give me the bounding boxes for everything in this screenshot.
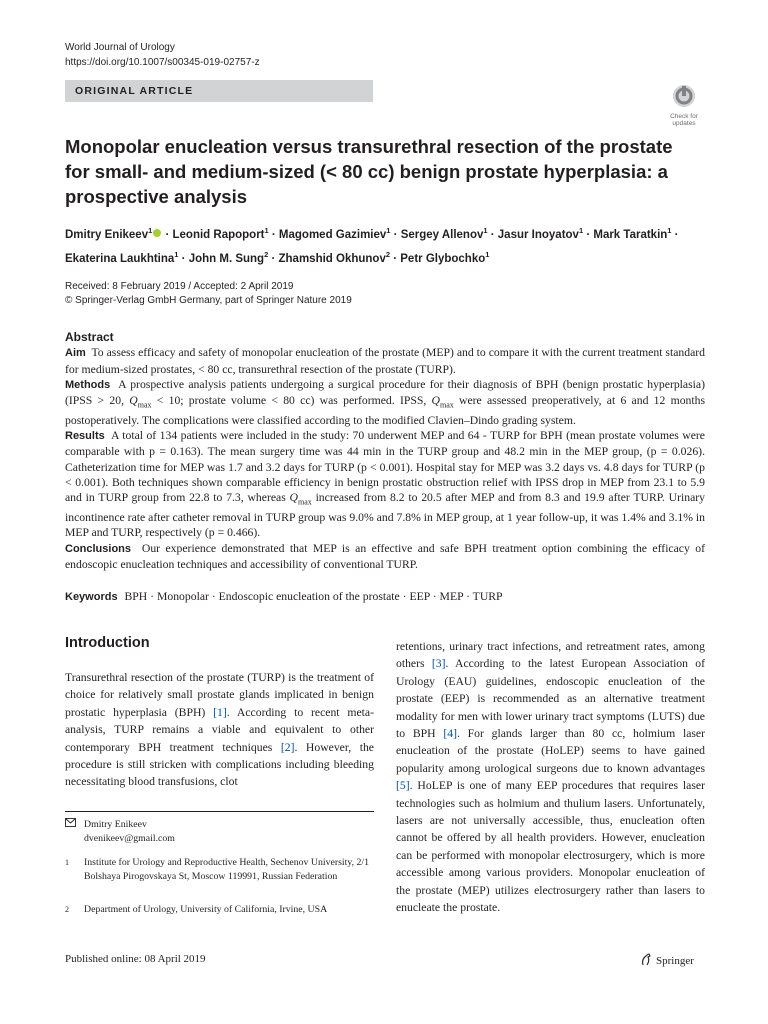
intro-text: . According to recent meta-analysis, TURP remains a viable and equivalent to other contemporary BPH treatment techniques <box>65 705 374 754</box>
q-subscript: max <box>298 497 312 507</box>
received-accepted: Received: 8 February 2019 / Accepted: 2 April 2019 <box>65 281 294 292</box>
article-title: Monopolar enucleation versus transurethral resection of the prostate for small- and medium-sized (< 80 cc) benign prostate hyperplasia: a prospective analysis <box>65 136 673 207</box>
results-label: Results <box>65 430 105 443</box>
article-type-banner: ORIGINAL ARTICLE <box>65 80 373 102</box>
affiliation-text: Institute for Urology and Reproductive Health, Sechenov University, 2/1 Bolshaya Pirogovskaya St, Moscow 119991, Russian Federation <box>84 857 370 882</box>
author-affiliation-mark: 1 <box>386 226 391 235</box>
introduction-heading: Introduction <box>65 635 150 651</box>
envelope-icon <box>65 818 76 832</box>
intro-text: . However, the procedure is still stricken with complications including bleeding necessitating blood transfusions, clot <box>65 740 374 789</box>
author-name[interactable]: Zhamshid Okhunov <box>278 252 386 265</box>
publisher-name: Springer <box>656 955 694 967</box>
aim-text: To assess efficacy and safety of monopolar enucleation of the prostate (MEP) and to compare it with the current treatment standard for medium-sized prostates, < 80 cc, transurethral resection of the prostate (TURP). <box>65 346 705 376</box>
affiliation-text: Department of Urology, University of California, Irvine, USA <box>84 904 328 915</box>
author-affiliation-mark: 2 <box>385 249 391 259</box>
journal-name: World Journal of Urology <box>65 42 175 53</box>
affiliation-2 <box>65 903 374 917</box>
abstract <box>65 330 705 572</box>
abstract-methods <box>65 377 705 428</box>
intro-text: retentions, urinary tract infections, and retreatment rates, among others <box>396 640 705 671</box>
methods-label: Methods <box>65 378 111 391</box>
orcid-icon[interactable] <box>153 229 161 237</box>
intro-text: . For glands larger than 80 cc, holmium laser enucleation of the prostate (HoLEP) seems to have gained popularity among urological surgeons due to known advantages <box>396 727 706 775</box>
author-name[interactable]: Mark Taratkin <box>593 228 668 241</box>
corresponding-author <box>65 818 374 845</box>
contact-name: Dmitry Enikeev <box>84 819 147 830</box>
q-subscript: max <box>439 400 454 410</box>
author-affiliation-mark: 1 <box>667 226 672 235</box>
author-name[interactable]: Sergey Allenov <box>400 228 484 241</box>
abstract-conclusions <box>65 541 705 573</box>
journal-info <box>65 40 260 70</box>
author-name[interactable]: Magomed Gazimiev <box>278 228 387 241</box>
check-updates-line1: Check for <box>670 113 698 120</box>
author-affiliation-mark: 1 <box>483 226 488 235</box>
abstract-heading: Abstract <box>65 330 114 344</box>
intro-text: . HoLEP is one of many EEP procedures that requires laser technologies such as holmium and thulium lasers. Unfortunately, lasers are not universally accessible, thus, enucleation often cannot be offered by all health providers. However, enucleation can be performed with monopolar electrosurgery, which is more accessible among various providers. Monopolar enucleation of the prostate (MEP) utilizes electrosurgery rather than lasers to enucleate the prostate. <box>396 779 705 915</box>
citation-link[interactable]: [2] <box>280 740 295 754</box>
author-name[interactable]: Ekaterina Laukhtina <box>65 252 175 265</box>
author-list: Dmitry Enikeev$^1$ · Leonid Rapoport$^1$ · Magomed Gazimiev$^1$ · Sergey Allenov$^1$ · Jasur Inoyatov$^1$ · Mark Taratkin$^1$ · Ekaterina Laukhtina$^1$ · John M. Sung$^2$ · Zhamshid Okhunov$^2$ · Petr Glybochko$^1$ <box>65 226 679 265</box>
publisher-logo <box>640 953 694 967</box>
author-affiliation-mark: 2 <box>264 249 269 259</box>
keywords-label: Keywords <box>65 591 118 603</box>
affiliation-1 <box>65 856 374 883</box>
citation-link[interactable]: [4] <box>443 727 457 741</box>
keywords-text: BPH · Monopolar · Endoscopic enucleation of the prostate · EEP · MEP · TURP <box>124 590 503 603</box>
affiliation-mark: 2 <box>65 905 69 914</box>
author-affiliation-mark: 1 <box>148 226 153 235</box>
copyright-line: © Springer-Verlag GmbH Germany, part of Springer Nature 2019 <box>65 295 352 306</box>
check-for-updates-badge[interactable] <box>662 84 706 127</box>
results-text-1: A total of 134 patients were included in the study: 70 underwent MEP and 64 - TURP for BPH (mean prostate volumes were comparable with p = 0.163). The mean surgery time was 44 min in the TURP group and 48.2 min in the MEP group, (p = 0.026). Catheterization time for MEP was 1.7 and 3.2 days for TURP (p < 0.001). Hospital stay for MEP was 3.2 days vs. 4.8 days for TURP (p < 0.001). Both techniques shown comparable efficiency in benign prostatic obstruction relief with IPSS drop in MEP from 23.1 to 5.9 and in TURP group from 22.8 to 7.3, whereas <box>65 429 705 505</box>
conclusions-label: Conclusions <box>65 542 132 555</box>
doi-link[interactable]: https://doi.org/10.1007/s00345-019-02757-z <box>65 57 260 68</box>
author-name[interactable]: Petr Glybochko <box>400 252 486 265</box>
author-affiliation-mark: 1 <box>174 249 179 259</box>
citation-link[interactable]: [3] <box>431 657 446 671</box>
citation-link[interactable]: [1] <box>213 705 227 719</box>
footnote-divider <box>65 811 374 812</box>
keywords <box>65 589 705 605</box>
author-name[interactable]: Dmitry Enikeev <box>65 228 149 241</box>
q-subscript: max <box>137 400 152 410</box>
author-affiliation-mark: 1 <box>485 249 490 259</box>
author-name[interactable]: John M. Sung <box>188 252 265 265</box>
author-name[interactable]: Leonid Rapoport <box>172 228 265 241</box>
abstract-results <box>65 428 705 540</box>
results-text-2: increased from 8.2 to 20.5 after MEP and from 8.3 and 19.9 after TURP. Urinary incontinence rate after catheter removal in TURP group was 9.0% and 7.8% in MEP group, at 1 year follow-up, it was 1.4% and 3.1% in MEP and TURP, respectively (p = 0.466). <box>65 491 706 540</box>
author-affiliation-mark: 1 <box>264 226 269 235</box>
methods-text-2: < 10; prostate volume < 80 cc) was performed. IPSS, <box>156 394 427 408</box>
q-symbol: Q <box>129 394 138 408</box>
article-dates <box>65 280 352 308</box>
check-updates-line2: updates <box>672 120 696 127</box>
contact-email[interactable]: dvenikeev@gmail.com <box>84 832 175 844</box>
check-updates-icon <box>672 84 696 108</box>
intro-text: . According to the latest European Association of Urology (EAU) guidelines, endoscopic enucleation of the prostate (EEP) is recommended as an alternative treatment modality for men with lower urinary tract symptoms (LUTS) due to BPH <box>396 657 705 741</box>
author-affiliation-mark: 1 <box>578 226 584 235</box>
q-symbol: Q <box>431 394 440 408</box>
springer-horse-icon <box>640 953 652 966</box>
conclusions-text: Our experience demonstrated that MEP is an effective and safe BPH treatment option combining the efficacy of endoscopic enucleation techniques and accessibility of conventional TURP. <box>65 541 706 571</box>
intro-text: Transurethral resection of the prostate (TURP) is the treatment of choice for relatively small prostate glands implicated in benign prostatic hyperplasia (BPH) <box>65 671 374 719</box>
published-date: Published online: 08 April 2019 <box>65 953 206 965</box>
citation-link[interactable]: [5] <box>396 779 410 793</box>
intro-left-column <box>65 669 374 791</box>
methods-text-1: A prospective analysis patients undergoing a surgical procedure for their diagnosis of BPH (benign prostatic hyperplasia) (IPSS > 20, <box>65 377 705 408</box>
methods-text-3: were assessed preoperatively, at 6 and 12 months postoperatively. The complications were classified according to the modified Clavien–Dindo grading system. <box>65 394 706 427</box>
aim-label: Aim <box>65 347 86 360</box>
q-symbol: Q <box>289 491 298 505</box>
intro-right-column <box>396 638 705 917</box>
affiliation-mark: 1 <box>65 858 69 867</box>
abstract-aim <box>65 345 705 377</box>
author-name[interactable]: Jasur Inoyatov <box>497 228 579 241</box>
